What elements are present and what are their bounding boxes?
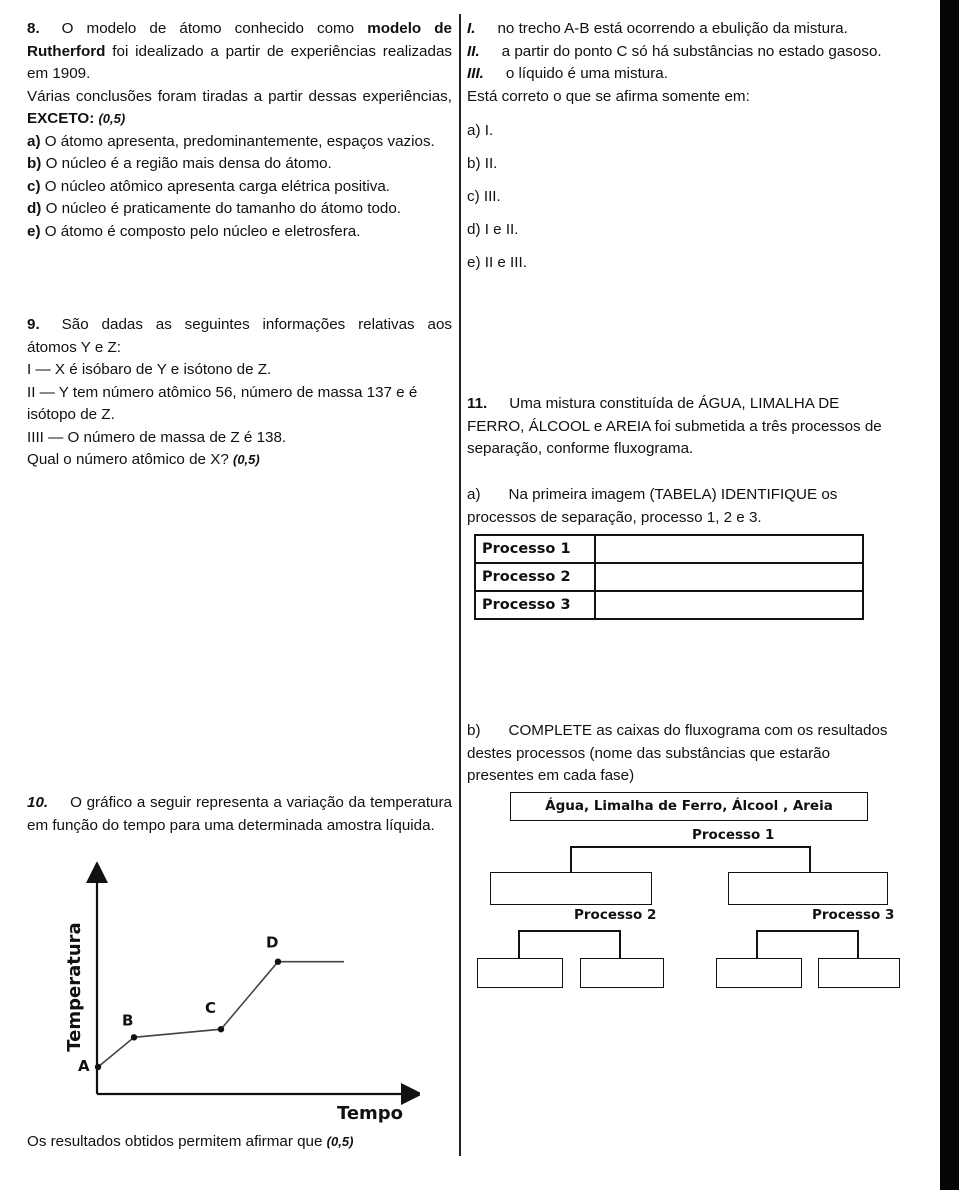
- q11-part-a: a) Na primeira imagem (TABELA) IDENTIFIQUE os processos de separação, processo 1, 2 e 3.: [467, 486, 838, 526]
- q11-number: 11.: [467, 395, 488, 412]
- chart-series: [78, 934, 344, 1075]
- curve-point-c: [218, 1026, 224, 1032]
- point-label-c: C: [205, 999, 217, 1018]
- q9-item-1: I — X é isóbaro de Y e isótono de Z.: [27, 361, 272, 378]
- y-axis-label: Temperatura: [64, 922, 85, 1052]
- heating-curve-line: [98, 962, 344, 1067]
- flow-connector: [518, 930, 520, 958]
- q10-options: [467, 114, 897, 279]
- q10-intro-text: O gráfico a seguir representa a variação da temperatura em função do tempo para uma determinada amostra líquida.: [27, 794, 452, 834]
- page-edge-shadow: [940, 0, 959, 1190]
- q8-option-d: d) O núcleo é praticamente do tamanho do átomo todo.: [27, 200, 402, 217]
- curve-point-d: [275, 959, 281, 965]
- q10-statement-3: III. o líquido é uma mistura.: [467, 65, 668, 82]
- q8-option-a: a) O átomo apresenta, predominantemente, espaços vazios.: [27, 132, 435, 150]
- flow-connector: [756, 930, 858, 932]
- q8-number: 8.: [27, 20, 40, 37]
- curve-point-a: [95, 1064, 101, 1070]
- question-11: [467, 393, 897, 461]
- q9-item-2: II — Y tem número atômico 56, número de massa 137 e é isótopo de Z.: [27, 383, 418, 423]
- q10-statements: [467, 18, 897, 279]
- q8-option-b: b) O núcleo é a região mais densa do átomo.: [27, 155, 332, 172]
- q9-question: Qual o número atômico de X? (0,5): [27, 451, 260, 468]
- question-9: [27, 314, 452, 472]
- flow-box-phase-2a[interactable]: [716, 958, 802, 988]
- q8-option-c: c) O núcleo atômico apresenta carga elétrica positiva.: [27, 177, 391, 195]
- q10-option-c: c) III.: [467, 188, 501, 205]
- flow-top-box: Água, Limalha de Ferro, Álcool , Areia: [510, 792, 868, 821]
- flow-box-phase-2b[interactable]: [818, 958, 900, 988]
- flow-connector: [518, 930, 620, 932]
- flow-connector: [570, 846, 810, 848]
- table-row: [475, 535, 863, 563]
- q9-item-3: IIII — O número de massa de Z é 138.: [27, 428, 287, 446]
- q9-intro: 9. São dadas as seguintes informações relativas aos átomos Y e Z:: [27, 316, 452, 356]
- column-divider: [459, 14, 461, 1156]
- point-label-d: D: [266, 933, 279, 952]
- curve-point-b: [131, 1034, 137, 1040]
- flow-connector: [857, 930, 859, 958]
- q10-option-e: e) II e III.: [467, 254, 527, 271]
- flow-process-2-label: Processo 2: [574, 907, 657, 923]
- flow-process-3-label: Processo 3: [812, 907, 895, 923]
- process-table: [474, 534, 864, 620]
- flow-box-phase-1a[interactable]: [477, 958, 563, 988]
- flow-connector: [619, 930, 621, 958]
- process-2-label: Processo 2: [475, 563, 595, 591]
- x-axis-label: Tempo: [336, 1103, 404, 1124]
- flow-connector: [756, 930, 758, 958]
- flow-connector: [570, 846, 572, 872]
- flow-connector: [809, 846, 811, 872]
- q8-option-e: e) O átomo é composto pelo núcleo e eletrosfera.: [27, 222, 361, 240]
- q8-intro: 8. O modelo de átomo conhecido como modelo de Rutherford foi idealizado a partir de experiências realizadas em 1909.: [27, 20, 452, 82]
- q10-conclusion: Os resultados obtidos permitem afirmar que (0,5): [27, 1133, 354, 1150]
- q11-intro: 11. Uma mistura constituída de ÁGUA, LIMALHA DE FERRO, ÁLCOOL e AREIA foi submetida a três processos de separação, conforme fluxograma.: [467, 395, 882, 457]
- point-label-a: A: [78, 1057, 90, 1075]
- point-label-b: B: [122, 1011, 134, 1030]
- q10-option-d: d) I e II.: [467, 221, 519, 238]
- flow-box-phase-1b[interactable]: [580, 958, 664, 988]
- flow-box-phase-2[interactable]: [728, 872, 888, 905]
- q10-statement-2: II. a partir do ponto C só há substâncias no estado gasoso.: [467, 42, 882, 60]
- q10-statement-1: I. no trecho A-B está ocorrendo a ebulição da mistura.: [467, 20, 848, 37]
- process-3-answer-cell[interactable]: [595, 591, 863, 619]
- q10-option-b: b) II.: [467, 155, 498, 172]
- q11-part-b: b) COMPLETE as caixas do fluxograma com os resultados destes processos (nome das substâncias que estarão presentes em cada fase): [467, 722, 888, 784]
- q9-points: (0,5): [233, 452, 260, 467]
- process-2-answer-cell[interactable]: [595, 563, 863, 591]
- q8-points: (0,5): [98, 111, 126, 126]
- table-row: [475, 591, 863, 619]
- flow-box-phase-1[interactable]: [490, 872, 652, 905]
- q10-option-a: a) I.: [467, 122, 494, 139]
- temperature-time-chart: [40, 862, 420, 1127]
- question-8: [27, 18, 452, 243]
- q10-number: 10.: [27, 794, 49, 811]
- q9-number: 9.: [27, 316, 40, 333]
- q8-prompt: Várias conclusões foram tiradas a partir dessas experiências, EXCETO: (0,5): [27, 87, 452, 127]
- question-10-intro: [27, 792, 452, 837]
- flow-process-1-label: Processo 1: [692, 827, 775, 843]
- process-1-answer-cell[interactable]: [595, 535, 863, 563]
- process-1-label: Processo 1: [475, 535, 595, 563]
- table-row: [475, 563, 863, 591]
- q10-prompt: Está correto o que se afirma somente em:: [467, 87, 750, 105]
- process-3-label: Processo 3: [475, 591, 595, 619]
